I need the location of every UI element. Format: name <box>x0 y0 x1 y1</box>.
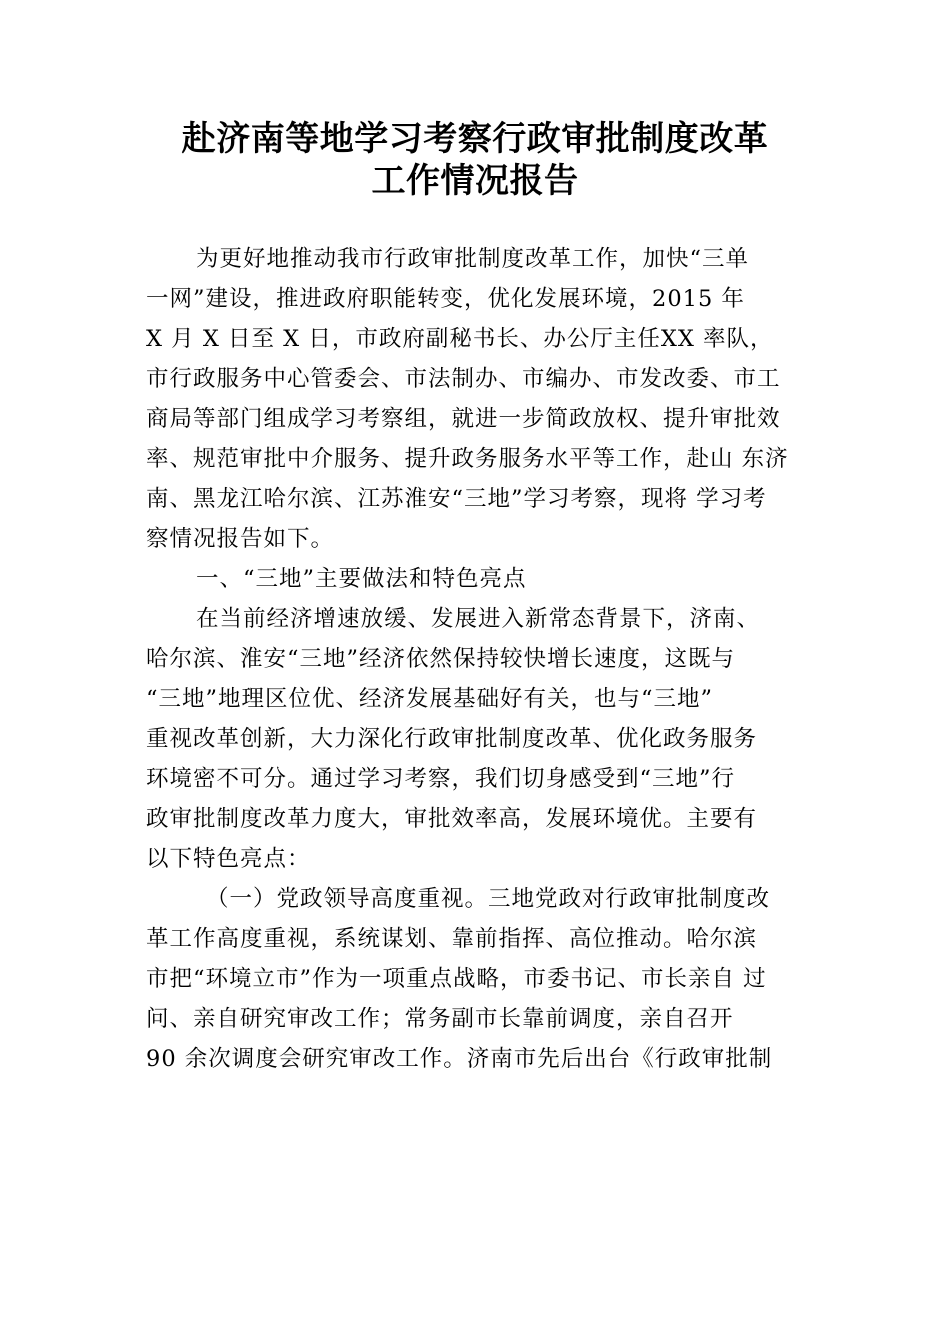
paragraph-line: X 月 X 日至 X 日，市政府副秘书长、办公厅主任XX 率队， <box>146 326 774 352</box>
paragraph-line: 在当前经济增速放缓、发展进入新常态背景下，济南、 <box>196 606 761 632</box>
paragraph-line: 南、黑龙江哈尔滨、江苏淮安“三地”学习考察，现将 学习考 <box>146 486 767 512</box>
document-title-line-2: 工作情况报告 <box>371 161 579 201</box>
paragraph-line: 以下特色亮点： <box>146 846 311 872</box>
subsection-line: （一）党政领导高度重视。三地党政对行政审批制度改 <box>206 886 771 912</box>
paragraph-line: 重视改革创新，大力深化行政审批制度改革、优化政务服务 <box>146 726 758 752</box>
paragraph-line: 环境密不可分。通过学习考察，我们切身感受到“三地”行 <box>146 766 736 792</box>
section-heading: 一、“三地”主要做法和特色亮点 <box>196 566 527 592</box>
paragraph-line: 市把“环境立市”作为一项重点战略，市委书记、市长亲自 过 <box>146 966 767 992</box>
paragraph-line: 为更好地推动我市行政审批制度改革工作，加快“三单 <box>196 246 750 272</box>
paragraph-line: 察情况报告如下。 <box>146 526 335 552</box>
paragraph-line: 一网”建设，推进政府职能转变，优化发展环境，2015 年 <box>146 286 745 312</box>
paragraph-line: 革工作高度重视，系统谋划、靠前指挥、高位推动。哈尔滨 <box>146 926 758 952</box>
paragraph-line: 政审批制度改革力度大，审批效率高，发展环境优。主要有 <box>146 806 758 832</box>
document-title-line-1: 赴济南等地学习考察行政审批制度改革 <box>181 119 769 159</box>
paragraph-line: 商局等部门组成学习考察组，就进一步简政放权、提升审批效 <box>146 406 781 432</box>
paragraph-line: 率、规范审批中介服务、提升政务服务水平等工作，赴山 东济 <box>146 446 789 472</box>
paragraph-line: 市行政服务中心管委会、市法制办、市编办、市发改委、市工 <box>146 366 781 392</box>
paragraph-line: 90 余次调度会研究审改工作。济南市先后出台《行政审批制 <box>146 1046 773 1072</box>
paragraph-line: 哈尔滨、淮安“三地”经济依然保持较快增长速度，这既与 <box>146 646 736 672</box>
paragraph-line: 问、亲自研究审改工作；常务副市长靠前调度，亲自召开 <box>146 1006 734 1032</box>
paragraph-line: “三地”地理区位优、经济发展基础好有关，也与“三地” <box>146 686 714 712</box>
